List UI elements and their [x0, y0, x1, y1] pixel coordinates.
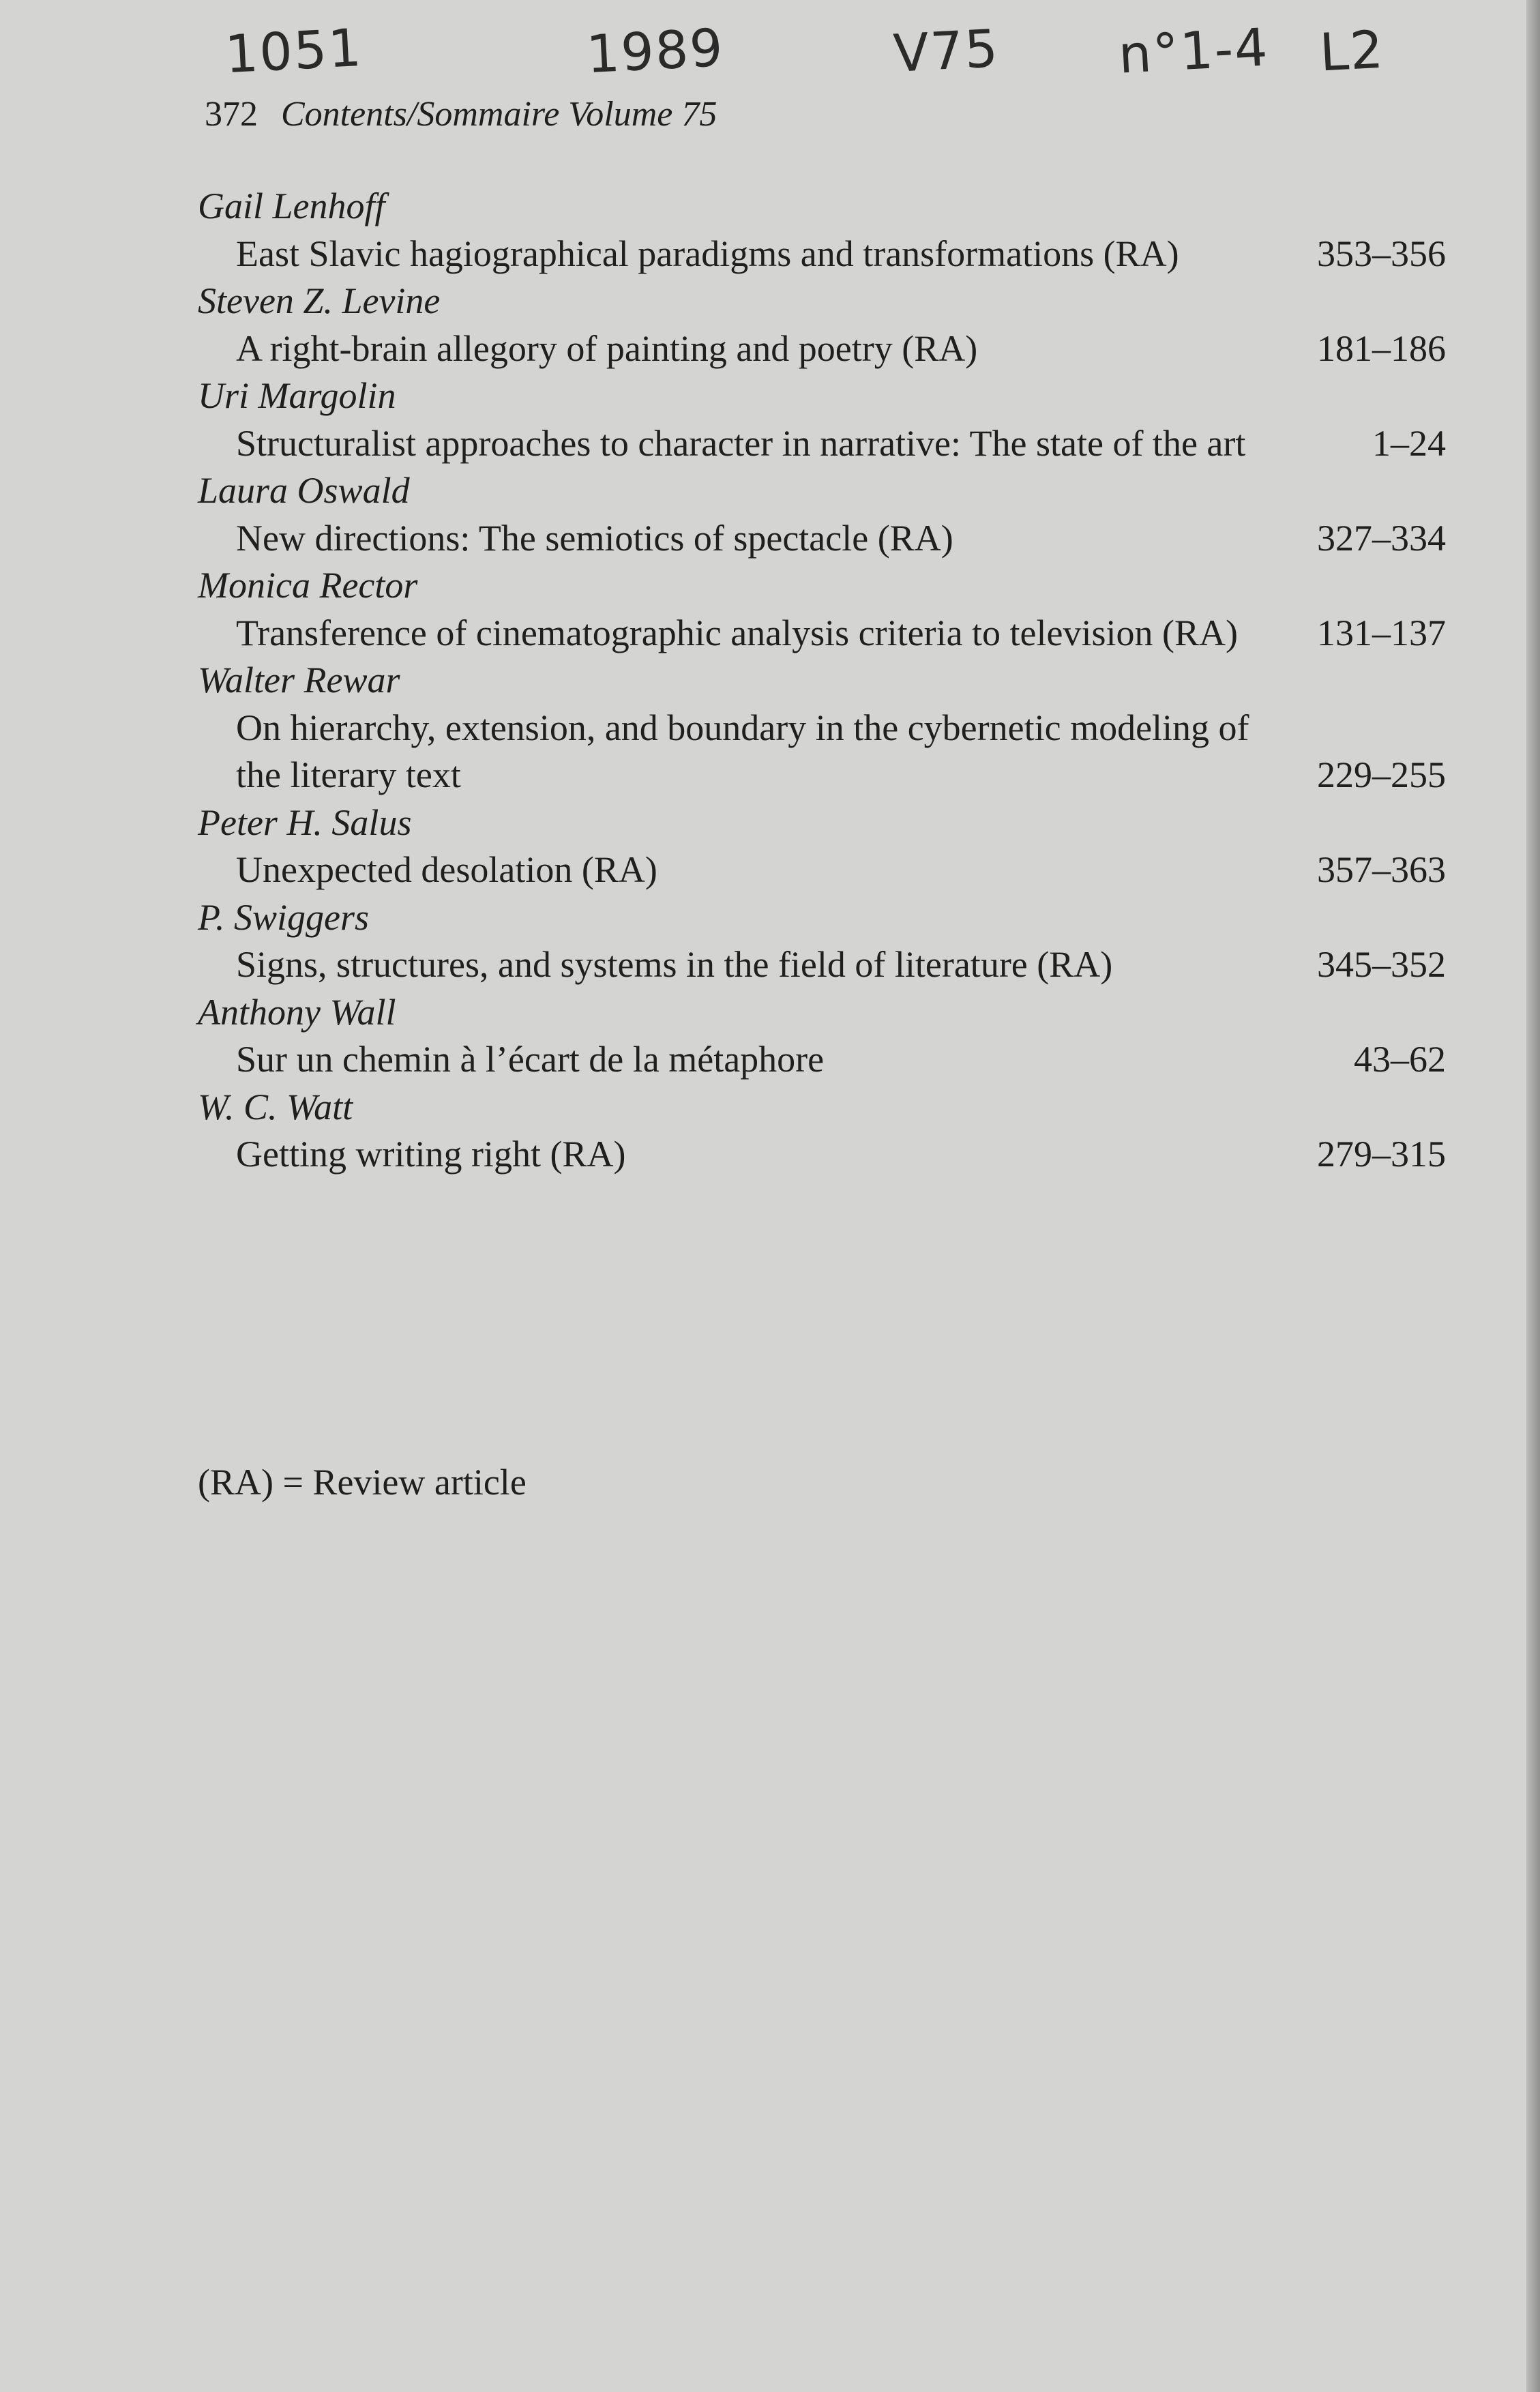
entry-author: Laura Oswald — [198, 470, 410, 511]
entry-pages: 357–363 — [1317, 849, 1446, 890]
toc-entry — [198, 894, 1446, 989]
handwritten-mark: V75 — [891, 18, 1001, 84]
entry-title: A right-brain allegory of painting and poetry (RA) — [236, 327, 978, 369]
toc-entry — [198, 1084, 1446, 1179]
entry-article — [198, 610, 1446, 658]
entry-title: Unexpected desolation (RA) — [236, 849, 657, 890]
entry-title: Sur un chemin à l’écart de la métaphore — [236, 1039, 825, 1080]
entry-pages: 327–334 — [1317, 517, 1446, 559]
handwritten-mark: 1051 — [223, 16, 364, 85]
entry-article — [198, 705, 1446, 799]
handwritten-mark: n°1-4 — [1116, 16, 1271, 85]
running-title: Contents/Sommaire Volume 75 — [281, 95, 717, 134]
entry-title: Getting writing right (RA) — [236, 1134, 626, 1175]
entry-article — [198, 420, 1446, 468]
entry-pages: 353–356 — [1317, 233, 1446, 274]
table-of-contents — [198, 183, 1446, 1179]
toc-entry — [198, 989, 1446, 1084]
entry-author: Anthony Wall — [198, 991, 396, 1033]
entry-author: Uri Margolin — [198, 375, 396, 416]
entry-pages: 279–315 — [1317, 1134, 1446, 1175]
entry-pages: 345–352 — [1317, 944, 1446, 985]
entry-author: Monica Rector — [198, 565, 418, 606]
toc-entry — [198, 657, 1446, 799]
entry-title: On hierarchy, extension, and boundary in the cybernetic modeling of the literary text — [236, 707, 1249, 795]
toc-entry — [198, 562, 1446, 657]
entry-article — [198, 231, 1446, 278]
toc-entry — [198, 372, 1446, 467]
page-edge-shadow — [1526, 0, 1540, 2392]
entry-author: Peter H. Salus — [198, 801, 412, 843]
handwritten-mark: L2 — [1318, 18, 1386, 83]
entry-article — [198, 846, 1446, 894]
entry-article — [198, 1131, 1446, 1179]
handwritten-mark: 1989 — [584, 16, 726, 85]
entry-title: East Slavic hagiographical paradigms and transformations (RA) — [236, 233, 1179, 274]
entry-title: Transference of cinematographic analysis criteria to television (RA) — [236, 612, 1238, 653]
entry-author: Walter Rewar — [198, 660, 400, 700]
entry-article — [198, 515, 1446, 563]
entry-article — [198, 941, 1446, 989]
entry-pages: 131–137 — [1317, 612, 1446, 653]
toc-entry — [198, 278, 1446, 372]
footnote-legend: (RA) = Review article — [198, 1462, 527, 1503]
toc-entry — [198, 183, 1446, 278]
entry-pages: 43–62 — [1354, 1039, 1446, 1080]
entry-title: Structuralist approaches to character in narrative: The state of the art — [236, 422, 1246, 464]
entry-pages: 181–186 — [1317, 327, 1446, 369]
entry-author: Steven Z. Levine — [198, 280, 441, 321]
toc-entry — [198, 467, 1446, 562]
handwritten-annotations — [0, 16, 1540, 95]
entry-pages: 1–24 — [1372, 422, 1446, 464]
toc-entry — [198, 799, 1446, 894]
page-number: 372 — [205, 95, 258, 134]
entry-author: P. Swiggers — [198, 896, 370, 938]
entry-title: New directions: The semiotics of spectacle (RA) — [236, 517, 953, 559]
running-head — [205, 94, 717, 134]
entry-author: W. C. Watt — [198, 1086, 353, 1127]
entry-author: Gail Lenhoff — [198, 186, 385, 226]
entry-pages: 229–255 — [1317, 754, 1446, 795]
entry-title: Signs, structures, and systems in the field of literature (RA) — [236, 944, 1113, 985]
entry-article — [198, 1036, 1446, 1084]
entry-article — [198, 325, 1446, 373]
